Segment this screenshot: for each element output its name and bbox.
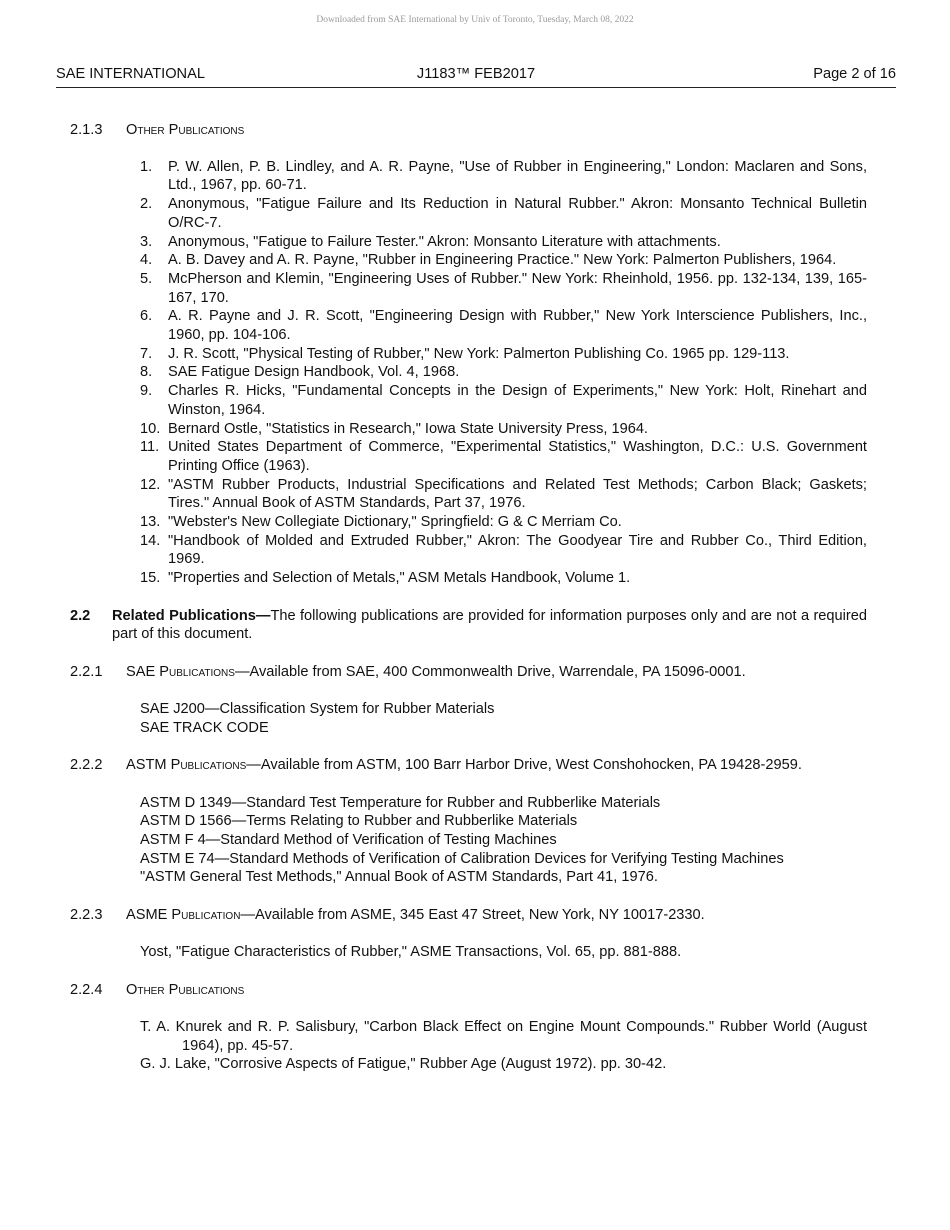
section-2-2-4-heading xyxy=(70,981,867,1000)
list-item xyxy=(70,270,867,307)
list-item xyxy=(70,438,867,475)
sae-publications-list xyxy=(70,700,867,737)
list-item xyxy=(70,195,867,232)
list-item xyxy=(70,569,867,588)
list-item: ASTM D 1566—Terms Relating to Rubber and Rubberlike Materials xyxy=(140,813,578,830)
list-item xyxy=(70,251,867,270)
list-item xyxy=(70,382,867,419)
section-availability: —Available from ASME, 345 East 47 Street, New York, NY 10017-2330. xyxy=(240,906,705,923)
list-number: 6. xyxy=(140,308,153,325)
section-2-2-2-heading xyxy=(70,756,867,775)
list-text: Charles R. Hicks, "Fundamental Concepts in the Design of Experiments," New York: Holt, Rinehart and Winston, 1964. xyxy=(168,383,867,418)
list-item: SAE TRACK CODE xyxy=(140,719,269,736)
section-number: 2.2.4 xyxy=(70,981,103,998)
list-text: Anonymous, "Fatigue Failure and Its Reduction in Natural Rubber." Akron: Monsanto Technical Bulletin O/RC-7. xyxy=(168,196,867,231)
list-item xyxy=(70,307,867,344)
section-2-2-3-heading xyxy=(70,906,867,925)
section-2-1-3-heading xyxy=(70,121,867,140)
section-number: 2.2 xyxy=(70,607,91,624)
header-document-id: J1183™ FEB2017 xyxy=(416,66,536,82)
list-item: ASTM F 4—Standard Method of Verification of Testing Machines xyxy=(140,831,557,848)
list-item xyxy=(70,476,867,513)
list-item xyxy=(70,420,867,439)
section-title: Related Publications— xyxy=(112,607,271,624)
document-body xyxy=(70,121,867,1074)
list-text: Bernard Ostle, "Statistics in Research," Iowa State University Press, 1964. xyxy=(168,420,648,437)
section-number: 2.2.1 xyxy=(70,663,103,680)
list-text: P. W. Allen, P. B. Lindley, and A. R. Payne, "Use of Rubber in Engineering," London: Maclaren and Sons, Ltd., 1967, pp. 60-71. xyxy=(168,158,867,194)
list-text: Anonymous, "Fatigue to Failure Tester." Akron: Monsanto Literature with attachments. xyxy=(168,233,721,250)
list-item: "ASTM General Test Methods," Annual Book of ASTM Standards, Part 41, 1976. xyxy=(140,869,658,886)
list-number: 10. xyxy=(140,420,161,437)
section-title: Other Publications xyxy=(126,122,245,138)
list-text: "Webster's New Collegiate Dictionary," Springfield: G & C Merriam Co. xyxy=(168,514,622,531)
list-text: A. B. Davey and A. R. Payne, "Rubber in Engineering Practice." New York: Palmerton Publishers, 1964. xyxy=(168,252,837,269)
list-number: 8. xyxy=(140,364,153,381)
page-header xyxy=(56,66,896,88)
list-text: SAE Fatigue Design Handbook, Vol. 4, 1968. xyxy=(168,364,460,381)
list-item: ASTM D 1349—Standard Test Temperature for Rubber and Rubberlike Materials xyxy=(140,794,661,811)
astm-publications-list xyxy=(70,794,867,888)
list-number: 14. xyxy=(140,532,161,549)
section-number: 2.2.2 xyxy=(70,757,103,774)
list-number: 15. xyxy=(140,570,161,587)
list-text: J. R. Scott, "Physical Testing of Rubber," New York: Palmerton Publishing Co. 1965 pp. 129-113. xyxy=(168,345,790,362)
list-item: ASTM E 74—Standard Methods of Verification of Calibration Devices for Verifying Testing Machines xyxy=(140,850,784,867)
list-number: 13. xyxy=(140,514,161,531)
list-item: Yost, "Fatigue Characteristics of Rubber," ASME Transactions, Vol. 65, pp. 881-888. xyxy=(140,944,682,961)
list-item xyxy=(70,345,867,364)
list-number: 4. xyxy=(140,252,153,269)
list-item xyxy=(70,158,867,195)
section-number: 2.1.3 xyxy=(70,122,103,138)
section-2-2-1-heading xyxy=(70,663,867,682)
list-number: 2. xyxy=(140,196,153,213)
list-number: 3. xyxy=(140,233,153,250)
list-item: T. A. Knurek and R. P. Salisbury, "Carbon Black Effect on Engine Mount Compounds." Rubber World (August 1964), pp. 45-57. xyxy=(140,1018,867,1054)
other-publications-list xyxy=(70,158,867,588)
list-item xyxy=(70,233,867,252)
asme-publications-list xyxy=(70,943,867,962)
list-text: "Handbook of Molded and Extruded Rubber," Akron: The Goodyear Tire and Rubber Co., Third Edition, 1969. xyxy=(168,532,867,568)
list-number: 5. xyxy=(140,270,153,287)
list-item xyxy=(70,532,867,569)
list-number: 9. xyxy=(140,383,153,400)
section-title: ASTM Publications xyxy=(126,757,247,774)
section-availability: —Available from SAE, 400 Commonwealth Drive, Warrendale, PA 15096-0001. xyxy=(234,663,746,680)
header-page-number: Page 2 of 16 xyxy=(813,66,896,82)
section-number: 2.2.3 xyxy=(70,906,103,923)
list-text: "Properties and Selection of Metals," ASM Metals Handbook, Volume 1. xyxy=(168,570,631,587)
list-number: 12. xyxy=(140,476,161,493)
list-number: 1. xyxy=(140,158,153,175)
list-text: United States Department of Commerce, "Experimental Statistics," Washington, D.C.: U.S. Government Printing Office (1963). xyxy=(168,439,867,474)
section-title: ASME Publication xyxy=(126,906,241,923)
section-2-2 xyxy=(70,607,867,644)
header-organization: SAE INTERNATIONAL xyxy=(56,66,205,82)
related-other-publications-list xyxy=(70,1018,867,1074)
list-text: A. R. Payne and J. R. Scott, "Engineering Design with Rubber," New York Interscience Publishers, Inc., 1960, pp. 104-106. xyxy=(168,308,867,344)
list-item: SAE J200—Classification System for Rubber Materials xyxy=(140,701,495,718)
list-item xyxy=(70,363,867,382)
section-availability: —Available from ASTM, 100 Barr Harbor Drive, West Conshohocken, PA 19428-2959. xyxy=(246,757,802,774)
list-item xyxy=(70,513,867,532)
section-text: The following publications are provided for information purposes only and are not a required part of this document. xyxy=(112,607,867,643)
list-number: 11. xyxy=(140,439,160,456)
section-title: Other Publications xyxy=(126,981,245,998)
list-number: 7. xyxy=(140,345,153,362)
list-text: McPherson and Klemin, "Engineering Uses of Rubber." New York: Rheinhold, 1956. pp. 132-134, 139, 165-167, 170. xyxy=(168,270,867,306)
section-title: SAE Publications xyxy=(126,663,235,680)
list-item: G. J. Lake, "Corrosive Aspects of Fatigue," Rubber Age (August 1972). pp. 30-42. xyxy=(140,1056,667,1073)
download-watermark: Downloaded from SAE International by Univ of Toronto, Tuesday, March 08, 2022 xyxy=(316,15,634,25)
list-text: "ASTM Rubber Products, Industrial Specifications and Related Test Methods; Carbon Black; Gaskets; Tires." Annual Book of ASTM Standards, Part 37, 1976. xyxy=(168,476,867,512)
